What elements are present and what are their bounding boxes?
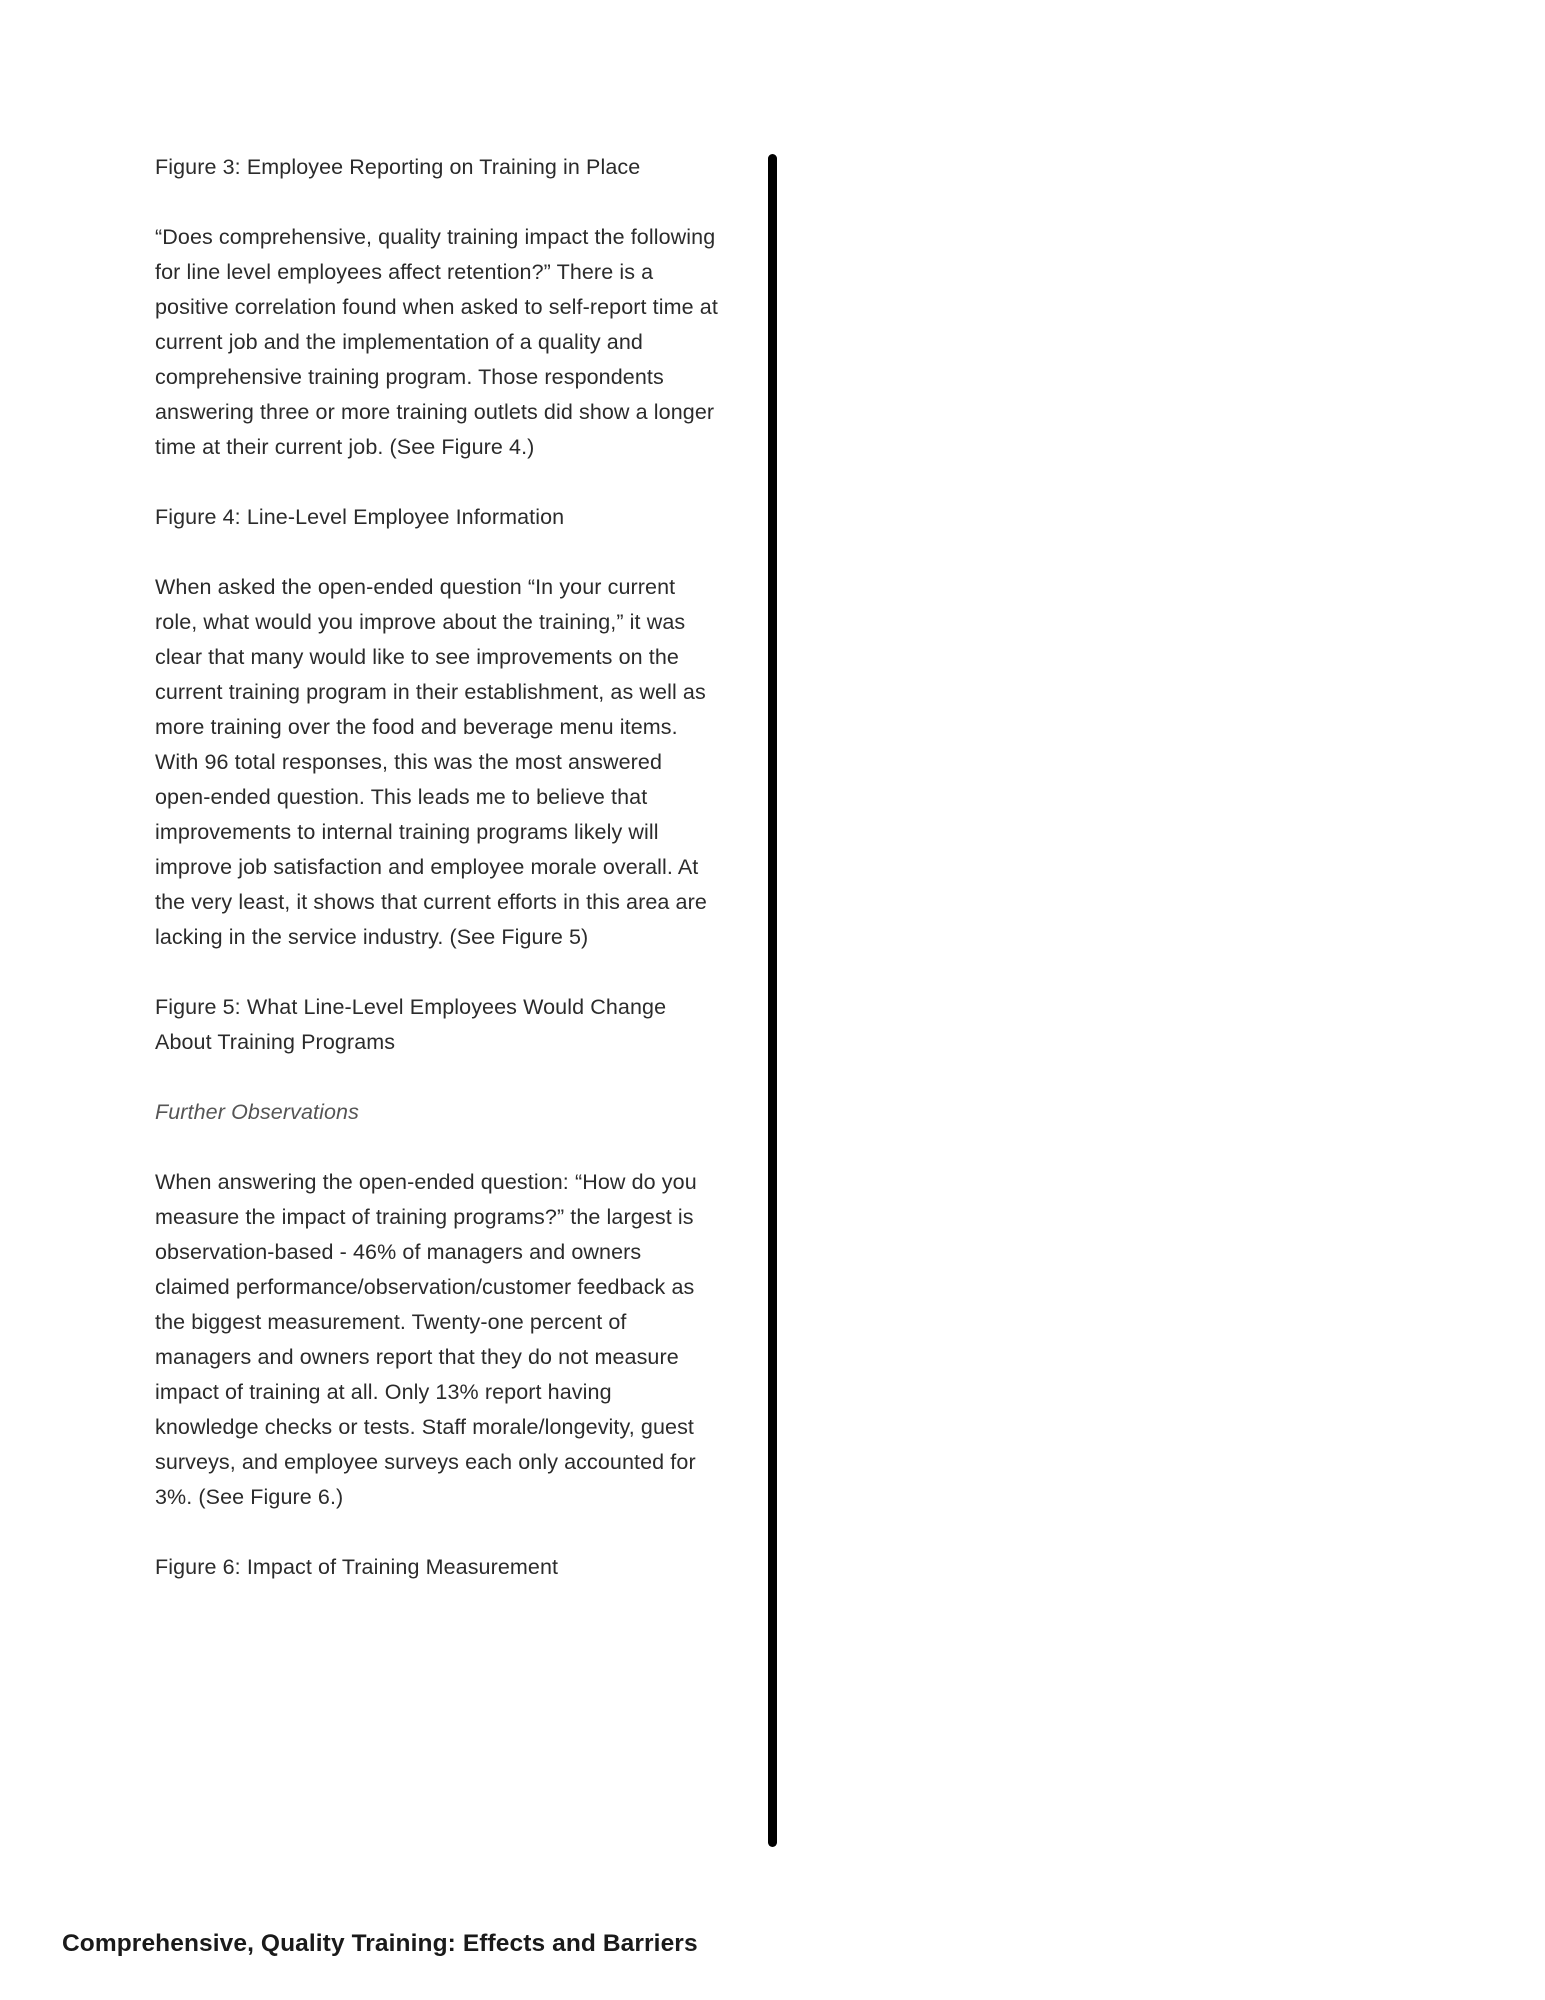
text-column: [155, 150, 720, 1585]
figure-3-caption: Figure 3: Employee Reporting on Training in Place: [155, 155, 641, 179]
footer-document-title: Comprehensive, Quality Training: Effects and Barriers: [62, 1930, 698, 1957]
spacer: [155, 465, 720, 500]
figure-5-caption: Figure 5: What Line-Level Employees Would Change About Training Programs: [155, 995, 667, 1054]
spacer: [155, 1060, 720, 1095]
spacer: [155, 535, 720, 570]
spacer: [155, 1130, 720, 1165]
paragraph-measurement: When answering the open-ended question: “How do you measure the impact of training programs?” the largest is observation-based - 46% of managers and owners claimed performance/observation/customer feedback as the biggest measurement. Twenty-one percent of managers and owners report that they do not measure impact of training at all. Only 13% report having knowledge checks or tests. Staff morale/longevity, guest surveys, and employee surveys each only accounted for 3%. (See Figure 6.): [155, 1170, 697, 1509]
paragraph-training-improvements: When asked the open-ended question “In your current role, what would you improve about the training,” it was clear that many would like to see improvements on the current training program in their establishment, as well as more training over the food and beverage menu items. With 96 total responses, this was the most answered open-ended question. This leads me to believe that improvements to internal training programs likely will improve job satisfaction and employee morale overall. At the very least, it shows that current efforts in this area are lacking in the service industry. (See Figure 5): [155, 575, 707, 949]
spacer: [155, 185, 720, 220]
figure-6-caption: Figure 6: Impact of Training Measurement: [155, 1555, 559, 1579]
subheading-further-observations: Further Observations: [155, 1100, 359, 1124]
spacer: [155, 955, 720, 990]
paragraph-training-retention: “Does comprehensive, quality training impact the following for line level employees affect retention?” There is a positive correlation found when asked to self-report time at current job and the implementation of a quality and comprehensive training program. Those respondents answering three or more training outlets did show a longer time at their current job. (See Figure 4.): [155, 225, 718, 459]
vertical-divider-bar: [768, 154, 777, 1847]
spacer: [155, 1515, 720, 1550]
figure-4-caption: Figure 4: Line-Level Employee Information: [155, 505, 565, 529]
